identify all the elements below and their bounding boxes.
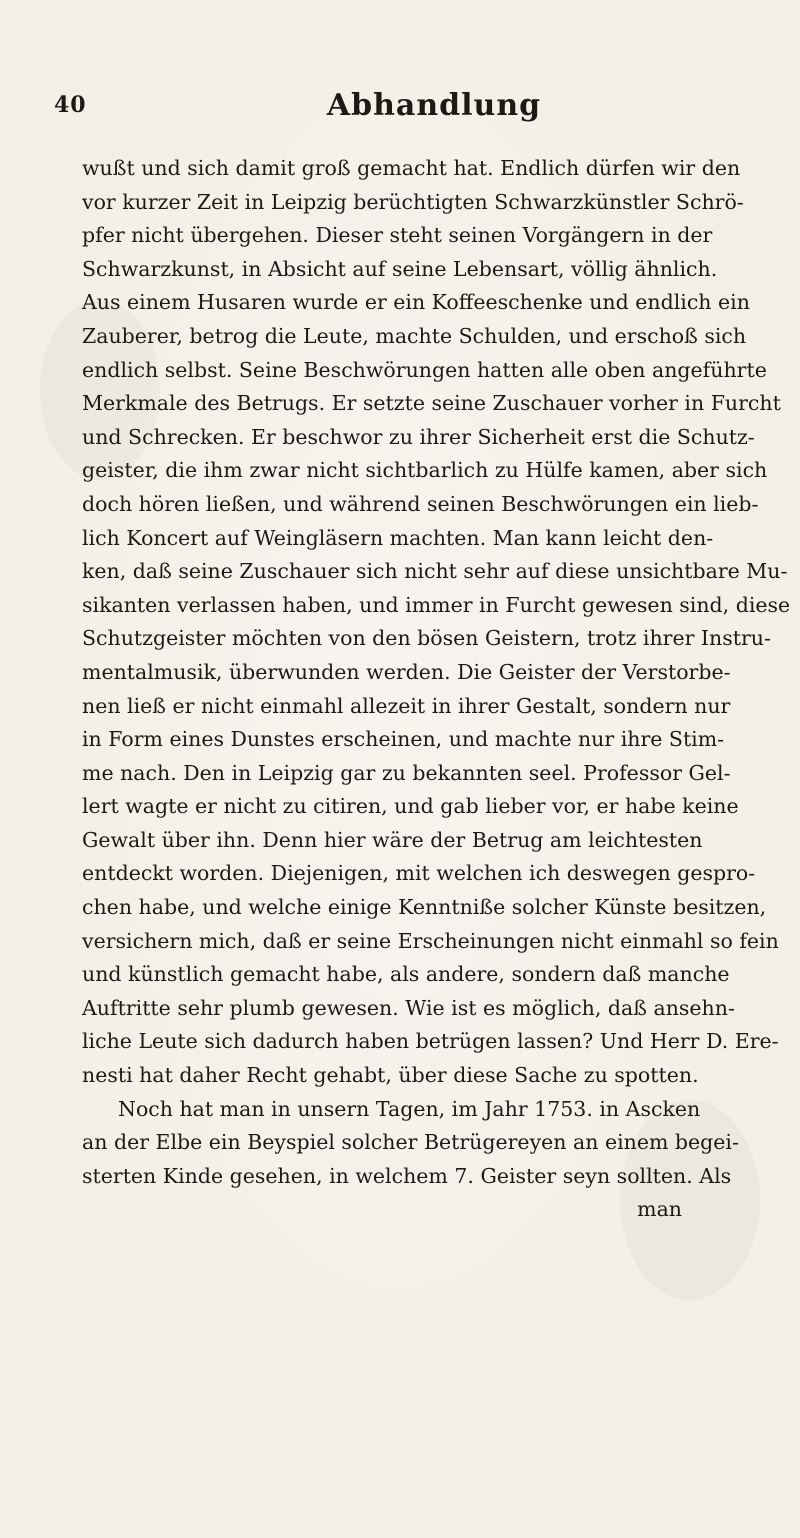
page-header [54, 88, 674, 132]
body-text [82, 152, 791, 1227]
text-line: Schwarzkunst, in Absicht auf seine Lebensart, völlig ähnlich. [82, 256, 718, 281]
page-number: 40 [54, 92, 87, 118]
text-line: Merkmale des Betrugs. Er setzte seine Zuschauer vorher in Furcht [82, 391, 781, 416]
text-line: sikanten verlassen haben, und immer in Furcht gewesen sind, diese [82, 592, 791, 617]
catchword: man [637, 1197, 682, 1222]
text-line: doch hören ließen, und während seinen Beschwörungen ein lieb- [82, 491, 759, 516]
text-line: endlich selbst. Seine Beschwörungen hatten alle oben angeführte [82, 357, 767, 382]
text-line: und künstlich gemacht habe, als andere, sondern daß manche [82, 962, 730, 987]
text-line: liche Leute sich dadurch haben betrügen lassen? Und Herr D. Ere- [82, 1029, 779, 1054]
text-line: me nach. Den in Leipzig gar zu bekannten seel. Professor Gel- [82, 760, 731, 785]
text-line: mentalmusik, überwunden werden. Die Geister der Verstorbe- [82, 659, 731, 684]
text-line: Aus einem Husaren wurde er ein Koffeeschenke und endlich ein [82, 290, 750, 315]
text-line: versichern mich, daß er seine Erscheinungen nicht einmahl so fein [82, 928, 779, 953]
text-line: Noch hat man in unsern Tagen, im Jahr 1753. in Ascken [118, 1096, 701, 1121]
text-line: sterten Kinde gesehen, in welchem 7. Geister seyn sollten. Als [82, 1163, 732, 1188]
running-head: Abhandlung [326, 88, 542, 123]
text-line: geister, die ihm zwar nicht sichtbarlich zu Hülfe kamen, aber sich [82, 458, 768, 483]
text-line: ken, daß seine Zuschauer sich nicht sehr auf diese unsichtbare Mu- [82, 559, 788, 584]
text-line: wußt und sich damit groß gemacht hat. Endlich dürfen wir den [82, 156, 741, 180]
text-line: und Schrecken. Er beschwor zu ihrer Sicherheit erst die Schutz- [82, 424, 755, 449]
text-line: nesti hat daher Recht gehabt, über diese Sache zu spotten. [82, 1063, 699, 1088]
text-line: lich Koncert auf Weingläsern machten. Man kann leicht den- [82, 525, 714, 550]
text-line: Zauberer, betrog die Leute, machte Schulden, und erschoß sich [82, 323, 747, 348]
text-line: lert wagte er nicht zu citiren, und gab lieber vor, er habe keine [82, 794, 739, 819]
text-line: Schutzgeister möchten von den bösen Geistern, trotz ihrer Instru- [82, 626, 771, 651]
text-line: Auftritte sehr plumb gewesen. Wie ist es möglich, daß ansehn- [82, 995, 735, 1020]
text-line: nen ließ er nicht einmahl allezeit in ihrer Gestalt, sondern nur [82, 693, 731, 718]
text-line: entdeckt worden. Diejenigen, mit welchen ich deswegen gespro- [82, 861, 756, 886]
text-line: in Form eines Dunstes erscheinen, und machte nur ihre Stim- [82, 727, 725, 752]
text-line: pfer nicht übergehen. Dieser steht seinen Vorgängern in der [82, 223, 713, 248]
text-line: Gewalt über ihn. Denn hier wäre der Betrug am leichtesten [82, 827, 703, 852]
text-line: chen habe, und welche einige Kenntniße solcher Künste besitzen, [82, 895, 767, 920]
text-line: vor kurzer Zeit in Leipzig berüchtigten Schwarzkünstler Schrö- [82, 189, 744, 214]
text-line: an der Elbe ein Beyspiel solcher Betrügereyen an einem begei- [82, 1130, 739, 1155]
